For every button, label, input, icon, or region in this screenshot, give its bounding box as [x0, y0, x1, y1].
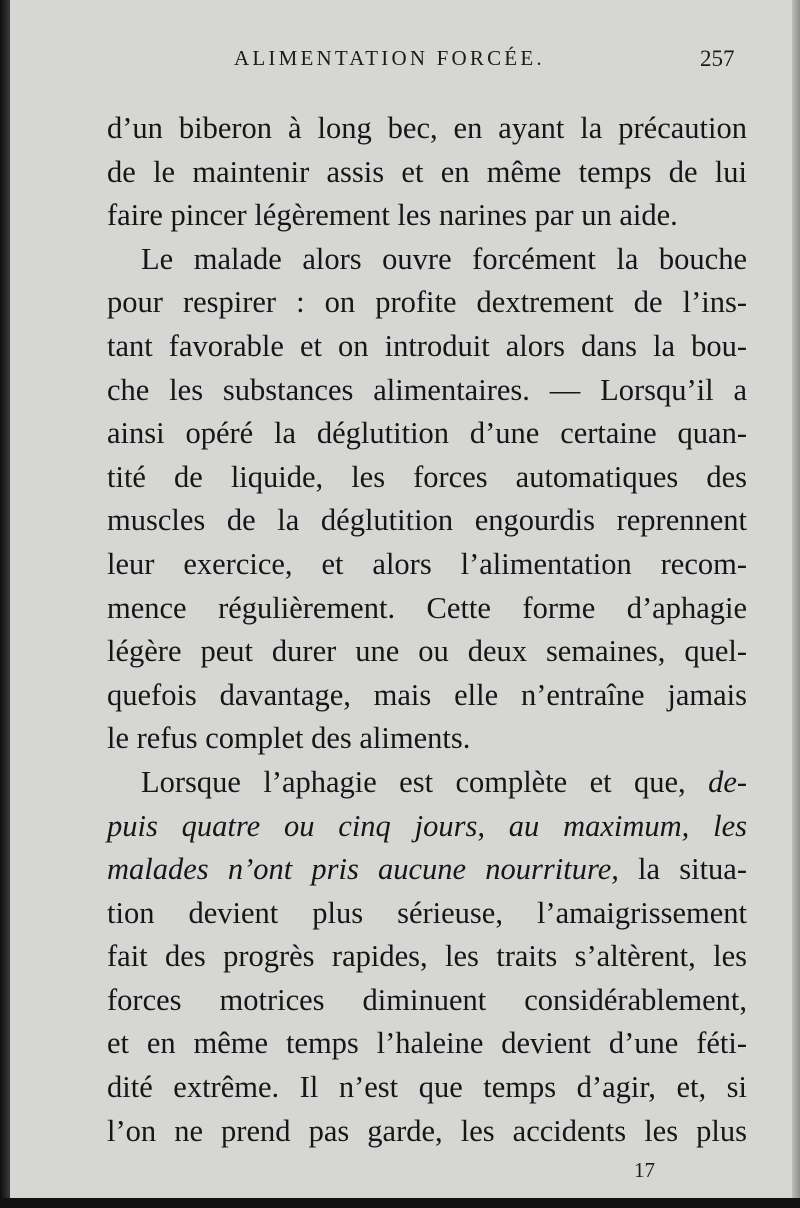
paragraph-start-line: Le malade alors ouvre forcément la bouche	[141, 241, 747, 276]
signature-mark: 17	[634, 1158, 655, 1182]
text-line: pour respirer : on profite dextrement de l’ins-	[107, 285, 747, 320]
text-line: l’on ne prend pas garde, les accidents les plus	[107, 1113, 747, 1148]
italic-line	[107, 805, 747, 849]
text-line: d’un biberon à long bec, en ayant la précaution	[107, 111, 747, 145]
text-line: dité extrême. Il n’est que temps d’agir, et, si	[107, 1070, 747, 1105]
text-line: mence régulièrement. Cette forme d’aphagie	[107, 590, 747, 625]
text-line: forces motrices diminuent considérablement,	[107, 982, 747, 1017]
page-edge-shadow-left	[0, 0, 10, 1208]
text-line: légère peut durer une ou deux semaines, quel-	[107, 634, 747, 669]
text-line: quefois davantage, mais elle n’entraîne jamais	[107, 677, 747, 712]
text-line: le refus complet des aliments.	[107, 721, 471, 756]
text-line: et en même temps l’haleine devient d’une féti-	[107, 1026, 747, 1061]
text-line: tant favorable et on introduit alors dans la bou-	[107, 328, 747, 363]
text-line: leur exercice, et alors l’alimentation recom-	[107, 546, 747, 581]
running-title: ALIMENTATION FORCÉE.	[234, 46, 545, 70]
text-line: ainsi opéré la déglutition d’une certaine quan-	[107, 416, 747, 451]
page-edge-shadow-bottom	[0, 1198, 800, 1208]
text-line: faire pincer légèrement les narines par un aide.	[107, 198, 678, 233]
page-number: 257	[700, 46, 735, 71]
italic-segment: de-	[708, 764, 748, 799]
text-line	[107, 848, 747, 892]
text-line: che les substances alimentaires. — Lorsqu’il a	[107, 372, 747, 407]
italic-segment: puis quatre ou cinq jours, au maximum, les	[107, 808, 747, 843]
text-line: fait des progrès rapides, les traits s’altèrent, les	[107, 939, 747, 974]
paragraph-start-line	[107, 761, 747, 805]
text-segment: la situa-	[638, 852, 747, 887]
text-line: tité de liquide, les forces automatiques des	[107, 459, 747, 494]
text-line: tion devient plus sérieuse, l’amaigrissement	[107, 895, 747, 930]
body-text	[107, 107, 747, 1153]
book-page	[10, 0, 800, 1200]
text-segment: Lorsque l’aphagie est complète et que,	[141, 764, 686, 799]
page-edge-shadow-right	[792, 0, 800, 1208]
running-head	[10, 46, 800, 76]
text-line: de le maintenir assis et en même temps de lui	[107, 154, 747, 189]
italic-segment: malades n’ont pris aucune nourriture,	[107, 852, 619, 887]
text-line: muscles de la déglutition engourdis reprennent	[107, 503, 747, 538]
